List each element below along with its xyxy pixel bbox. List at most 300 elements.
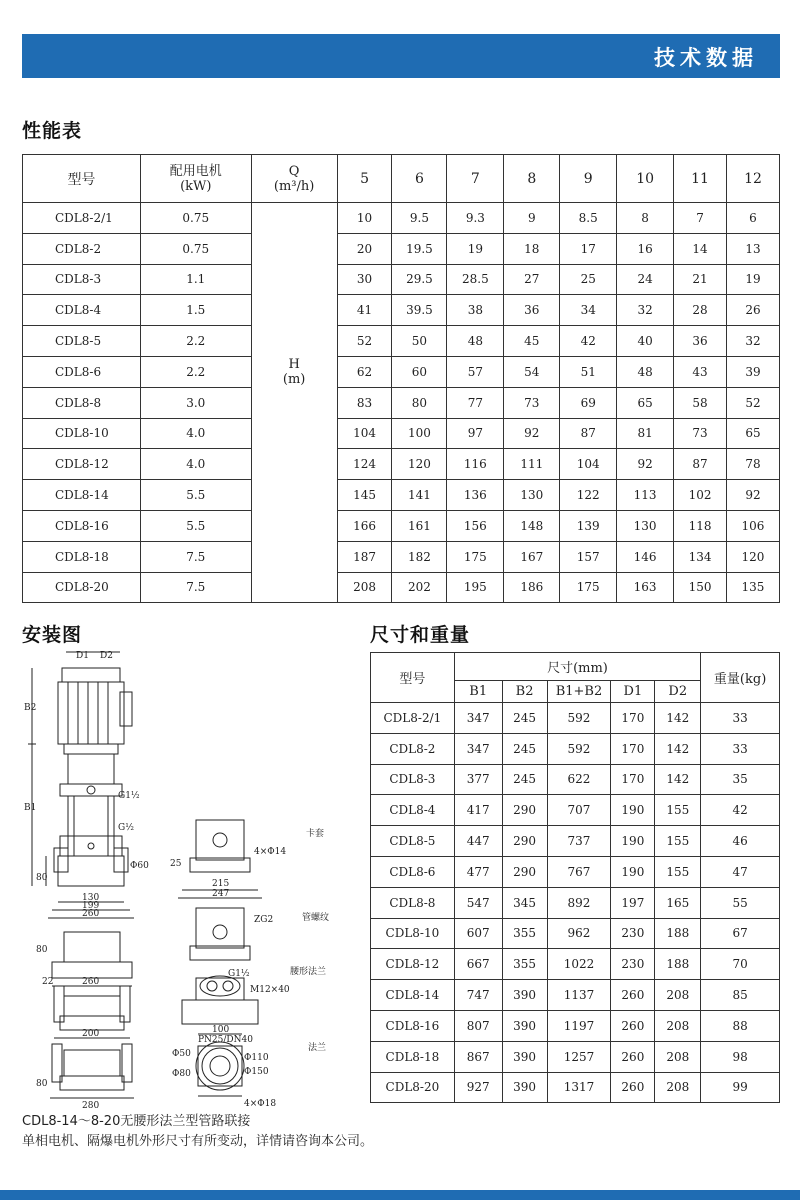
head-value-cell: 27 — [504, 264, 560, 295]
dimensions-table — [370, 652, 780, 1103]
head-value-cell: 195 — [447, 572, 504, 603]
head-value-cell: 136 — [447, 480, 504, 511]
dim-weight-cell: 85 — [701, 980, 780, 1011]
head-value-cell: 81 — [617, 418, 674, 449]
dim-weight-cell: 33 — [701, 733, 780, 764]
performance-row — [23, 203, 780, 234]
dim-d2-cell: 208 — [655, 1010, 701, 1041]
power-cell: 1.5 — [140, 295, 251, 326]
dim-b2-cell: 355 — [502, 949, 547, 980]
head-value-cell: 43 — [674, 356, 727, 387]
head-value-cell: 167 — [504, 541, 560, 572]
head-value-cell: 60 — [392, 356, 447, 387]
head-value-cell: 30 — [337, 264, 392, 295]
dimensions-row — [371, 1010, 780, 1041]
head-value-cell: 120 — [392, 449, 447, 480]
dim-sum-cell: 767 — [547, 856, 611, 887]
head-label-cell — [251, 387, 337, 418]
dim-sum-cell: 622 — [547, 764, 611, 795]
label-g1: G1½ — [118, 791, 140, 801]
label-b2: B2 — [24, 703, 37, 713]
power-cell: 5.5 — [140, 510, 251, 541]
dimensions-title: 尺寸和重量 — [370, 624, 471, 646]
head-value-cell: 9.3 — [447, 203, 504, 234]
dim-b2-cell: 345 — [502, 887, 547, 918]
dimensions-row — [371, 703, 780, 734]
head-value-cell: 8.5 — [560, 203, 617, 234]
dim-d2-cell: 142 — [655, 703, 701, 734]
performance-header-row — [23, 155, 780, 203]
dim-model-cell: CDL8-8 — [371, 887, 455, 918]
motor-fan-cover — [62, 668, 120, 682]
performance-row — [23, 387, 780, 418]
head-value-cell: 50 — [392, 326, 447, 357]
flow-value: 12 — [726, 155, 779, 203]
dim-sum-cell: 737 — [547, 826, 611, 857]
footnote-line: 单相电机、隔爆电机外形尺寸有所变动，详情请咨询本公司。 — [22, 1134, 374, 1149]
head-value-cell: 18 — [504, 233, 560, 264]
head-value-cell: 19 — [447, 233, 504, 264]
model-cell: CDL8-18 — [23, 541, 141, 572]
performance-row — [23, 326, 780, 357]
performance-row — [23, 264, 780, 295]
dim-weight-cell: 33 — [701, 703, 780, 734]
label-g2: G½ — [118, 823, 134, 833]
model-cell: CDL8-12 — [23, 449, 141, 480]
dim-weight-cell: 35 — [701, 764, 780, 795]
performance-table — [22, 154, 780, 603]
label-247: 247 — [212, 889, 230, 899]
performance-row — [23, 449, 780, 480]
dim-b2-cell: 290 — [502, 795, 547, 826]
performance-row — [23, 541, 780, 572]
dim-subheader: D1 — [611, 681, 655, 703]
head-value-cell: 39.5 — [392, 295, 447, 326]
dim-d1-cell: 260 — [611, 1072, 655, 1103]
power-cell: 5.5 — [140, 480, 251, 511]
dim-b1-cell: 747 — [454, 980, 502, 1011]
head-value-cell: 113 — [617, 480, 674, 511]
dim-sum-cell: 1197 — [547, 1010, 611, 1041]
head-label-cell — [251, 510, 337, 541]
head-value-cell: 34 — [560, 295, 617, 326]
dim-b1-cell: 417 — [454, 795, 502, 826]
head-value-cell: 38 — [447, 295, 504, 326]
dim-subheader: D2 — [655, 681, 701, 703]
dim-d2-cell: 165 — [655, 887, 701, 918]
performance-row — [23, 418, 780, 449]
dim-b2-cell: 390 — [502, 1072, 547, 1103]
footnotes — [22, 1112, 373, 1152]
head-label-cell — [251, 295, 337, 326]
head-value-cell: 8 — [617, 203, 674, 234]
head-value-cell: 166 — [337, 510, 392, 541]
head-value-cell: 120 — [726, 541, 779, 572]
head-value-cell: 28 — [674, 295, 727, 326]
label-zg2: ZG2 — [254, 915, 274, 925]
head-value-cell: 19.5 — [392, 233, 447, 264]
label-d60: Φ60 — [130, 861, 149, 871]
head-unit: (m) — [282, 371, 306, 387]
dim-sum-cell: 592 — [547, 733, 611, 764]
dim-sum-cell: 707 — [547, 795, 611, 826]
dim-b1-cell: 867 — [454, 1041, 502, 1072]
head-value-cell: 65 — [617, 387, 674, 418]
head-value-cell: 97 — [447, 418, 504, 449]
header-flow-unit: (m³/h) — [273, 178, 315, 194]
header-motor — [140, 155, 251, 203]
head-value-cell: 186 — [504, 572, 560, 603]
head-value-cell: 92 — [504, 418, 560, 449]
dim-d2-cell: 155 — [655, 826, 701, 857]
head-value-cell: 62 — [337, 356, 392, 387]
model-cell: CDL8-4 — [23, 295, 141, 326]
head-value-cell: 21 — [674, 264, 727, 295]
power-cell: 4.0 — [140, 449, 251, 480]
label-g1b: G1½ — [228, 969, 250, 979]
power-cell: 0.75 — [140, 233, 251, 264]
dim-subheader: B1+B2 — [547, 681, 611, 703]
label-flange: 法兰 — [308, 1043, 327, 1053]
dim-b2-cell: 245 — [502, 764, 547, 795]
dim-sum-cell: 1022 — [547, 949, 611, 980]
head-value-cell: 163 — [617, 572, 674, 603]
head-value-cell: 20 — [337, 233, 392, 264]
dim-d1-cell: 190 — [611, 795, 655, 826]
dim-d1-cell: 230 — [611, 918, 655, 949]
head-value-cell: 182 — [392, 541, 447, 572]
header-flow-label: Q — [288, 163, 300, 179]
head-value-cell: 161 — [392, 510, 447, 541]
dim-d1-cell: 260 — [611, 1041, 655, 1072]
head-value-cell: 36 — [504, 295, 560, 326]
head-label-cell — [251, 541, 337, 572]
dim-sum-cell: 892 — [547, 887, 611, 918]
head-value-cell: 145 — [337, 480, 392, 511]
dim-b2-cell: 245 — [502, 733, 547, 764]
dimensions-row — [371, 1041, 780, 1072]
dim-b1-cell: 477 — [454, 856, 502, 887]
flow-value: 10 — [617, 155, 674, 203]
head-value-cell: 78 — [726, 449, 779, 480]
terminal-box — [120, 692, 132, 726]
head-value-cell: 92 — [617, 449, 674, 480]
dim-d2-cell: 155 — [655, 795, 701, 826]
dim-d2-cell: 142 — [655, 733, 701, 764]
head-value-cell: 39 — [726, 356, 779, 387]
model-cell: CDL8-8 — [23, 387, 141, 418]
head-value-cell: 52 — [337, 326, 392, 357]
model-cell: CDL8-14 — [23, 480, 141, 511]
dim-subheader: B2 — [502, 681, 547, 703]
dim-header-weight: 重量(kg) — [701, 653, 780, 703]
head-value-cell: 157 — [560, 541, 617, 572]
label-80c: 80 — [36, 1079, 48, 1089]
head-value-cell: 156 — [447, 510, 504, 541]
performance-row — [23, 295, 780, 326]
dim-subheader: B1 — [454, 681, 502, 703]
head-label-cell — [251, 233, 337, 264]
label-m12: M12×40 — [250, 985, 290, 995]
head-value-cell: 148 — [504, 510, 560, 541]
dim-d1-cell: 170 — [611, 703, 655, 734]
head-value-cell: 92 — [726, 480, 779, 511]
flow-value: 11 — [674, 155, 727, 203]
header-motor-label: 配用电机 — [169, 163, 222, 179]
head-value-cell: 42 — [560, 326, 617, 357]
head-value-cell: 41 — [337, 295, 392, 326]
dim-header-size: 尺寸(mm) — [454, 653, 700, 681]
head-value-cell: 9 — [504, 203, 560, 234]
dim-model-cell: CDL8-4 — [371, 795, 455, 826]
power-cell: 2.2 — [140, 326, 251, 357]
head-label-cell — [251, 572, 337, 603]
head-value-cell: 28.5 — [447, 264, 504, 295]
dim-b1-cell: 447 — [454, 826, 502, 857]
head-value-cell: 175 — [560, 572, 617, 603]
head-value-cell: 65 — [726, 418, 779, 449]
dimensions-row — [371, 856, 780, 887]
head-value-cell: 51 — [560, 356, 617, 387]
head-value-cell: 208 — [337, 572, 392, 603]
head-value-cell: 104 — [337, 418, 392, 449]
head-value-cell: 111 — [504, 449, 560, 480]
header-model: 型号 — [23, 155, 141, 203]
head-value-cell: 130 — [617, 510, 674, 541]
head-value-cell: 106 — [726, 510, 779, 541]
head-label-cell — [251, 480, 337, 511]
dim-d2-cell: 208 — [655, 1041, 701, 1072]
head-value-cell: 87 — [560, 418, 617, 449]
dim-b2-cell: 390 — [502, 980, 547, 1011]
dim-d2-cell: 188 — [655, 949, 701, 980]
dimensions-row — [371, 733, 780, 764]
flow-value: 9 — [560, 155, 617, 203]
head-value-cell: 83 — [337, 387, 392, 418]
dim-weight-cell: 70 — [701, 949, 780, 980]
dim-model-cell: CDL8-18 — [371, 1041, 455, 1072]
dim-b2-cell: 290 — [502, 826, 547, 857]
label-215: 215 — [212, 879, 230, 889]
head-value-cell: 104 — [560, 449, 617, 480]
dim-model-cell: CDL8-3 — [371, 764, 455, 795]
dim-d2-cell: 188 — [655, 918, 701, 949]
head-value-cell: 187 — [337, 541, 392, 572]
dim-b2-cell: 290 — [502, 856, 547, 887]
label-260b: 260 — [82, 977, 100, 987]
flow-value: 8 — [504, 155, 560, 203]
dim-sum-cell: 1317 — [547, 1072, 611, 1103]
dim-b1-cell: 667 — [454, 949, 502, 980]
dim-d1-cell: 260 — [611, 1010, 655, 1041]
dimensions-row — [371, 795, 780, 826]
dim-model-cell: CDL8-20 — [371, 1072, 455, 1103]
head-value-cell: 139 — [560, 510, 617, 541]
dim-weight-cell: 67 — [701, 918, 780, 949]
head-value-cell: 54 — [504, 356, 560, 387]
head-value-cell: 24 — [617, 264, 674, 295]
footnote-line: CDL8-14～8-20无腰形法兰型管路联接 — [22, 1114, 251, 1129]
power-cell: 2.2 — [140, 356, 251, 387]
dim-model-cell: CDL8-16 — [371, 1010, 455, 1041]
head-value-cell: 25 — [560, 264, 617, 295]
dimensions-row — [371, 764, 780, 795]
dim-weight-cell: 55 — [701, 887, 780, 918]
dimensions-row — [371, 887, 780, 918]
power-cell: 4.0 — [140, 418, 251, 449]
installation-drawing — [22, 640, 362, 1110]
head-value-cell: 141 — [392, 480, 447, 511]
head-value-cell: 16 — [617, 233, 674, 264]
label-d2: D2 — [100, 651, 113, 661]
dim-weight-cell: 46 — [701, 826, 780, 857]
head-value-cell: 80 — [392, 387, 447, 418]
head-value-cell: 202 — [392, 572, 447, 603]
label-d50: Φ50 — [172, 1049, 191, 1059]
performance-row — [23, 480, 780, 511]
head-value-cell: 7 — [674, 203, 727, 234]
header-flow — [251, 155, 337, 203]
label-80b: 80 — [36, 945, 48, 955]
power-cell: 7.5 — [140, 541, 251, 572]
dim-b2-cell: 390 — [502, 1041, 547, 1072]
label-d80: Φ80 — [172, 1069, 191, 1079]
flow-value: 5 — [337, 155, 392, 203]
dim-b1-cell: 607 — [454, 918, 502, 949]
dim-sum-cell: 1137 — [547, 980, 611, 1011]
header-motor-unit: (kW) — [180, 178, 212, 194]
dim-weight-cell: 98 — [701, 1041, 780, 1072]
model-cell: CDL8-6 — [23, 356, 141, 387]
dimensions-header-row — [371, 653, 780, 681]
flow-value: 7 — [447, 155, 504, 203]
head-value-cell: 124 — [337, 449, 392, 480]
header-banner — [22, 34, 780, 78]
head-label-cell — [251, 264, 337, 295]
dim-d1-cell: 190 — [611, 856, 655, 887]
power-cell: 0.75 — [140, 203, 251, 234]
head-value-cell: 122 — [560, 480, 617, 511]
label-100: 100 — [212, 1025, 230, 1035]
dim-model-cell: CDL8-5 — [371, 826, 455, 857]
footer-bar — [0, 1190, 800, 1200]
performance-row — [23, 356, 780, 387]
head-value-cell: 45 — [504, 326, 560, 357]
head-value-cell: 48 — [617, 356, 674, 387]
label-d150: Φ150 — [244, 1067, 269, 1077]
head-value-cell: 10 — [337, 203, 392, 234]
head-value-cell: 32 — [617, 295, 674, 326]
installation-title: 安装图 — [22, 624, 83, 646]
head-value-cell: 48 — [447, 326, 504, 357]
dim-d2-cell: 208 — [655, 980, 701, 1011]
power-cell: 3.0 — [140, 387, 251, 418]
head-value-cell: 130 — [504, 480, 560, 511]
page-title: 技术数据 — [654, 46, 758, 70]
dim-b1-cell: 347 — [454, 733, 502, 764]
head-value-cell: 57 — [447, 356, 504, 387]
dim-b2-cell: 355 — [502, 918, 547, 949]
dim-d1-cell: 170 — [611, 733, 655, 764]
power-cell: 1.1 — [140, 264, 251, 295]
dim-b1-cell: 807 — [454, 1010, 502, 1041]
head-value-cell: 26 — [726, 295, 779, 326]
head-label-cell — [251, 418, 337, 449]
head-value-cell: 135 — [726, 572, 779, 603]
head-value-cell: 100 — [392, 418, 447, 449]
dim-b2-cell: 390 — [502, 1010, 547, 1041]
dim-d1-cell: 230 — [611, 949, 655, 980]
dim-d1-cell: 260 — [611, 980, 655, 1011]
head-label-cell — [251, 326, 337, 357]
model-cell: CDL8-20 — [23, 572, 141, 603]
dim-sum-cell: 592 — [547, 703, 611, 734]
model-cell: CDL8-2 — [23, 233, 141, 264]
dim-b1-cell: 347 — [454, 703, 502, 734]
head-value-cell: 118 — [674, 510, 727, 541]
label-80: 80 — [36, 873, 48, 883]
dimensions-row — [371, 980, 780, 1011]
head-label-cell — [251, 449, 337, 480]
dim-d2-cell: 142 — [655, 764, 701, 795]
model-cell: CDL8-3 — [23, 264, 141, 295]
dim-sum-cell: 962 — [547, 918, 611, 949]
label-130: 130 — [82, 893, 100, 903]
dim-model-cell: CDL8-6 — [371, 856, 455, 887]
flow-value: 6 — [392, 155, 447, 203]
head-value-cell: 40 — [617, 326, 674, 357]
head-value-cell: 32 — [726, 326, 779, 357]
label-200: 200 — [82, 1029, 100, 1039]
head-label: H — [288, 356, 300, 372]
head-value-cell: 73 — [504, 387, 560, 418]
dim-weight-cell: 42 — [701, 795, 780, 826]
head-value-cell: 29.5 — [392, 264, 447, 295]
head-value-cell: 19 — [726, 264, 779, 295]
dim-b1-cell: 547 — [454, 887, 502, 918]
label-oval-flange: 腰形法兰 — [290, 967, 327, 977]
label-199: 199 — [82, 901, 100, 911]
performance-title: 性能表 — [22, 120, 83, 142]
dim-model-cell: CDL8-2 — [371, 733, 455, 764]
dim-b1-cell: 927 — [454, 1072, 502, 1103]
head-value-cell: 87 — [674, 449, 727, 480]
performance-row — [23, 510, 780, 541]
head-value-cell: 36 — [674, 326, 727, 357]
dim-d1-cell: 197 — [611, 887, 655, 918]
dim-sum-cell: 1257 — [547, 1041, 611, 1072]
pump-stack — [68, 796, 114, 856]
head-value-cell: 150 — [674, 572, 727, 603]
dimensions-row — [371, 1072, 780, 1103]
performance-row — [23, 572, 780, 603]
label-d110: Φ110 — [244, 1053, 269, 1063]
head-value-cell: 9.5 — [392, 203, 447, 234]
dim-d2-cell: 155 — [655, 856, 701, 887]
label-25: 25 — [170, 859, 182, 869]
label-d1: D1 — [76, 651, 89, 661]
dim-d1-cell: 190 — [611, 826, 655, 857]
power-cell: 7.5 — [140, 572, 251, 603]
dim-model-cell: CDL8-2/1 — [371, 703, 455, 734]
head-value-cell: 146 — [617, 541, 674, 572]
dimensions-row — [371, 918, 780, 949]
dim-model-cell: CDL8-10 — [371, 918, 455, 949]
dim-b1-cell: 377 — [454, 764, 502, 795]
dim-header-model: 型号 — [371, 653, 455, 703]
head-label-cell — [251, 356, 337, 387]
label-thread: 管螺纹 — [302, 913, 330, 923]
